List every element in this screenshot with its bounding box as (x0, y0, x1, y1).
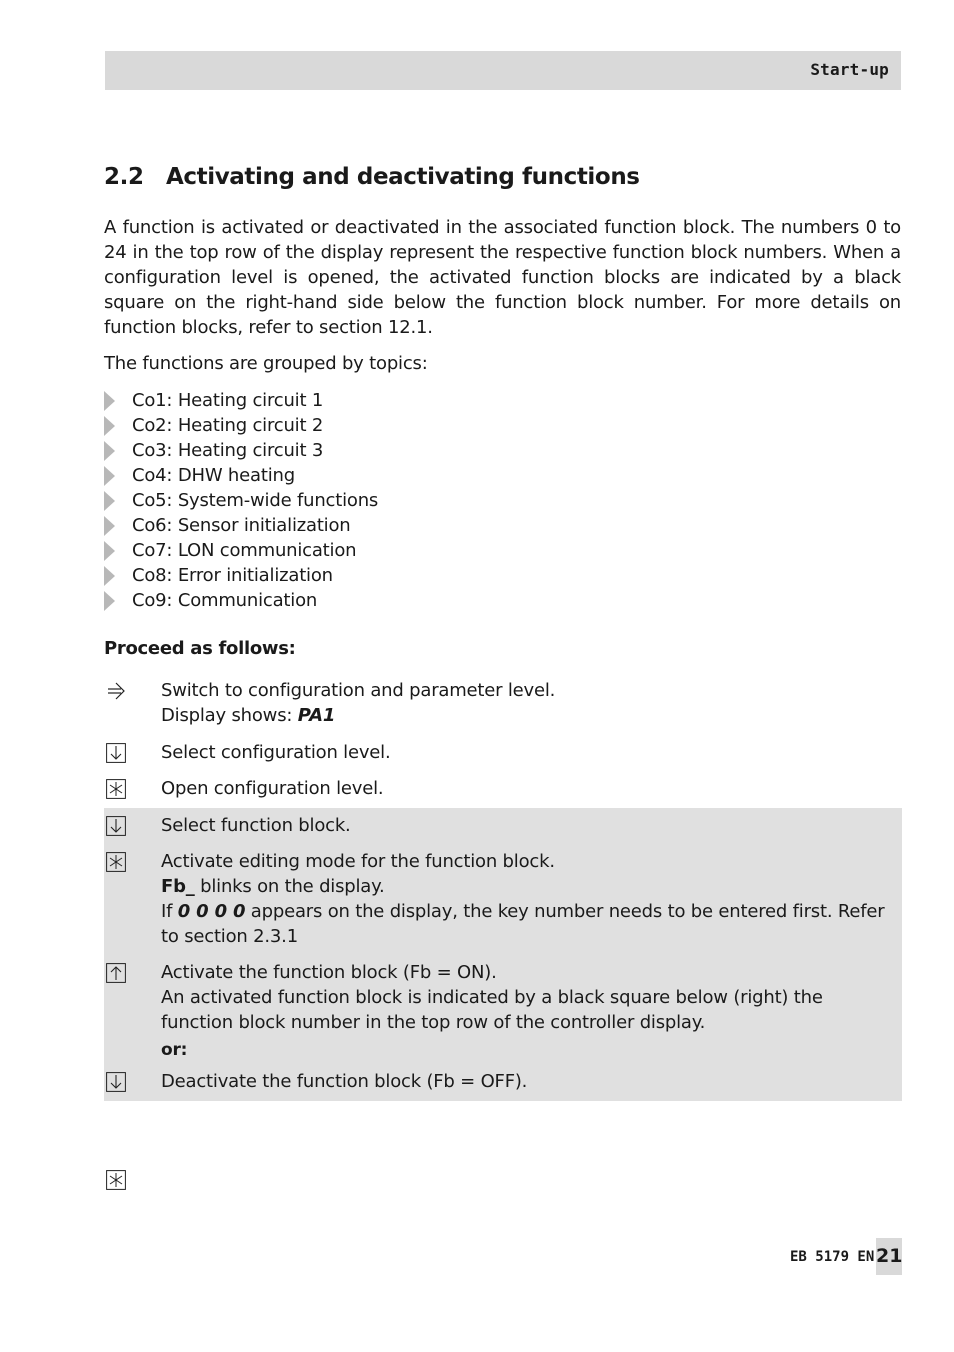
triangle-bullet-icon (104, 516, 115, 536)
page-number-box (876, 1238, 902, 1275)
list-item: Co4: DHW heating (104, 463, 378, 488)
topic-list (104, 388, 378, 613)
or-label: or: (161, 1040, 188, 1060)
enter-key-icon (106, 852, 126, 872)
arrow-down-key-icon (106, 816, 126, 836)
list-item: Co8: Error initialization (104, 563, 378, 588)
triangle-bullet-icon (104, 391, 115, 411)
header-section-label: Start-up (810, 60, 889, 79)
triangle-bullet-icon (104, 466, 115, 486)
fb-code: Fb_ (161, 876, 195, 897)
triangle-bullet-icon (104, 416, 115, 436)
arrow-up-key-icon (106, 963, 126, 983)
triangle-bullet-icon (104, 566, 115, 586)
list-item: Co3: Heating circuit 3 (104, 438, 378, 463)
step-activate-block: Activate the function block (Fb = ON). An activated function block is indicated by a black square below (right) the function block number in the top row of the controller display. or: (161, 960, 891, 1063)
section-number: 2.2 (104, 164, 144, 190)
section-title-text: Activating and deactivating functions (166, 164, 640, 190)
intro-paragraph: A function is activated or deactivated in the associated function block. The numbers 0 to 24 in the top row of the display represent the respective function block numbers. When a configuration level is opened, the activated function blocks are indicated by a black square on the right-hand side below the function block number. For more details on function blocks, refer to section 12.1. (104, 217, 901, 338)
proceed-label: Proceed as follows: (104, 638, 296, 659)
header-bar (105, 51, 901, 90)
list-item: Co2: Heating circuit 2 (104, 413, 378, 438)
triangle-bullet-icon (104, 491, 115, 511)
grouped-text: The functions are grouped by topics: (104, 353, 428, 374)
section-title (104, 164, 640, 190)
list-item: Co9: Communication (104, 588, 378, 613)
display-readout: PA1 (297, 705, 336, 726)
triangle-bullet-icon (104, 441, 115, 461)
step-deactivate-block: Deactivate the function block (Fb = OFF). (161, 1071, 528, 1092)
step-edit-mode: Activate editing mode for the function block. Fb_ blinks on the display. If 0 0 0 0 appears on the display, the key number needs to be entered first. Refer to section 2.3.1 (161, 851, 885, 947)
list-item: Co1: Heating circuit 1 (104, 388, 378, 413)
arrow-down-key-icon (106, 743, 126, 763)
display-readout: 0 0 0 0 (177, 901, 246, 922)
step-select-config: Select configuration level. (161, 742, 391, 763)
list-item: Co7: LON communication (104, 538, 378, 563)
list-item: Co6: Sensor initialization (104, 513, 378, 538)
triangle-bullet-icon (104, 541, 115, 561)
mode-switch-icon (106, 681, 126, 701)
step-select-function-block: Select function block. (161, 815, 351, 836)
arrow-down-key-icon (106, 1072, 126, 1092)
triangle-bullet-icon (104, 591, 115, 611)
step-open-config: Open configuration level. (161, 778, 384, 799)
page-number: 21 (876, 1245, 903, 1267)
document-code: EB 5179 EN (790, 1249, 875, 1265)
enter-key-icon (106, 779, 126, 799)
list-item: Co5: System-wide functions (104, 488, 378, 513)
step-switch-level: Switch to configuration and parameter level. Display shows: PA1 (161, 680, 556, 726)
enter-key-icon (106, 1170, 126, 1190)
